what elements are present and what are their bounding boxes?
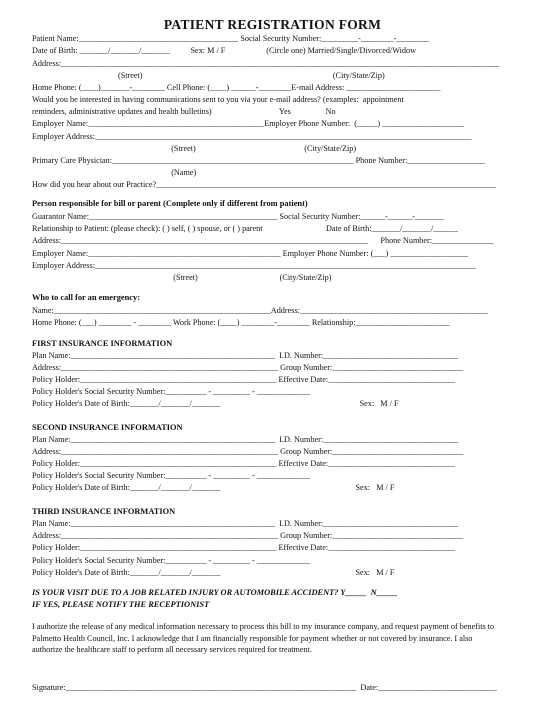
physician-caption: (Name) [32, 168, 197, 177]
second-holder-ssn-line[interactable]: Policy Holder's Social Security Number:__________ - _________ - _____________ [32, 471, 311, 480]
third-holder-dob-line[interactable]: Policy Holder's Date of Birth:_______/_______/_______ Sex: M / F [32, 568, 395, 577]
email-consent-line[interactable]: reminders, administrative updates and health bulletins) Yes No [32, 107, 336, 116]
accident-note: IF YES, PLEASE NOTIFY THE RECEPTIONIST [32, 600, 210, 609]
first-holder-dob-line[interactable]: Policy Holder's Date of Birth:_______/_______/_______ Sex: M / F [32, 399, 399, 408]
patient-name-line[interactable]: Patient Name:_______________________________________ Social Security Number:_________-________-________ [32, 34, 430, 43]
second-holder-dob-line[interactable]: Policy Holder's Date of Birth:_______/_______/_______ Sex: M / F [32, 483, 395, 492]
employer-address-line[interactable]: Employer Address:____________________________________________________________________________________________ [32, 132, 472, 141]
first-policy-holder-line[interactable]: Policy Holder:________________________________________________ Effective Date:_______________________________ [32, 375, 456, 384]
guarantor-address-line[interactable]: Address:___________________________________________________________________________ Phone Number:_______________ [32, 236, 494, 245]
form-title: PATIENT REGISTRATION FORM [163, 17, 382, 32]
first-address-line[interactable]: Address:_____________________________________________________ Group Number:________________________________ [32, 363, 464, 372]
guarantor-heading: Person responsible for bill or parent (Complete only if different from patient) [32, 199, 308, 208]
referral-source-line[interactable]: How did you hear about our Practice?___________________________________________________________________________________ [32, 180, 496, 189]
guarantor-employer-line[interactable]: Employer Name:_______________________________________________ Employer Phone Number: (___) ___________________ [32, 249, 469, 258]
second-policy-holder-line[interactable]: Policy Holder:________________________________________________ Effective Date:_______________________________ [32, 459, 456, 468]
authorization-paragraph: I authorize the release of any medical information necessary to process this bill to my insurance company, and request payment of benefits to Palmetto Health Council, Inc. I acknowledge that I am financially responsible for payment whether or not covered by insurance. I also authorize the healthcare staff to perform all necessary services required for treatment. [32, 622, 495, 655]
signature-line[interactable]: Signature:_______________________________________________________________________ Date:_____________________________ [32, 683, 497, 692]
third-plan-name-line[interactable]: Plan Name:__________________________________________________ I.D. Number:_________________________________ [32, 519, 459, 528]
second-plan-name-line[interactable]: Plan Name:__________________________________________________ I.D. Number:_________________________________ [32, 435, 459, 444]
third-address-line[interactable]: Address:_____________________________________________________ Group Number:________________________________ [32, 531, 464, 540]
emergency-name-line[interactable]: Name:_____________________________________________________Address:______________________________________________ [32, 306, 489, 315]
patient-address-caption: (Street) (City/State/Zip) [32, 71, 385, 80]
physician-line[interactable]: Primary Care Physician:___________________________________________________________ Phone Number:___________________ [32, 156, 486, 165]
first-plan-name-line[interactable]: Plan Name:__________________________________________________ I.D. Number:_________________________________ [32, 351, 459, 360]
first-holder-ssn-line[interactable]: Policy Holder's Social Security Number:__________ - _________ - _____________ [32, 387, 311, 396]
guarantor-relationship-line[interactable]: Relationship to Patient: (please check): ( ) self, ( ) spouse, or ( ) parent Date of Birth:_______/_______/______ [32, 224, 458, 233]
first-insurance-heading: FIRST INSURANCE INFORMATION [32, 339, 173, 348]
guarantor-employer-address-line[interactable]: Employer Address:_____________________________________________________________________________________________ [32, 261, 476, 270]
accident-question[interactable]: IS YOUR VISIT DUE TO A JOB RELATED INJURY OR AUTOMOBILE ACCIDENT? Y_____ N_____ [32, 588, 398, 597]
patient-dob-line[interactable]: Date of Birth: _______/_______/_______ Sex: M / F (Circle one) Married/Single/Divorced/Widow [32, 46, 416, 55]
second-address-line[interactable]: Address:_____________________________________________________ Group Number:________________________________ [32, 447, 464, 456]
third-holder-ssn-line[interactable]: Policy Holder's Social Security Number:__________ - _________ - _____________ [32, 556, 311, 565]
third-insurance-heading: THIRD INSURANCE INFORMATION [32, 507, 176, 516]
patient-address-line[interactable]: Address:___________________________________________________________________________________________________________ [32, 59, 500, 68]
employer-address-caption: (Street) (City/State/Zip) [32, 144, 357, 153]
guarantor-address-caption: (Street) (City/State/Zip) [32, 273, 332, 282]
second-insurance-heading: SECOND INSURANCE INFORMATION [32, 423, 183, 432]
emergency-heading: Who to call for an emergency: [32, 293, 140, 302]
guarantor-name-line[interactable]: Guarantor Name:______________________________________________ Social Security Number:______-______-_______ [32, 212, 444, 221]
employer-name-line[interactable]: Employer Name:___________________________________________Employer Phone Number: (_____) ____________________ [32, 119, 465, 128]
patient-phone-line[interactable]: Home Phone: (____)_______-________ Cell Phone: (____) ______-________E-mail Address: _______________________ [32, 83, 441, 92]
email-question: Would you be interested in having communications sent to you via your e-mail address? (examples: appointment [32, 95, 404, 104]
emergency-phone-line[interactable]: Home Phone: (___) ________ - ________ Work Phone: (____) ________-________ Relationship:_______________________ [32, 318, 450, 327]
third-policy-holder-line[interactable]: Policy Holder:________________________________________________ Effective Date:_______________________________ [32, 543, 456, 552]
